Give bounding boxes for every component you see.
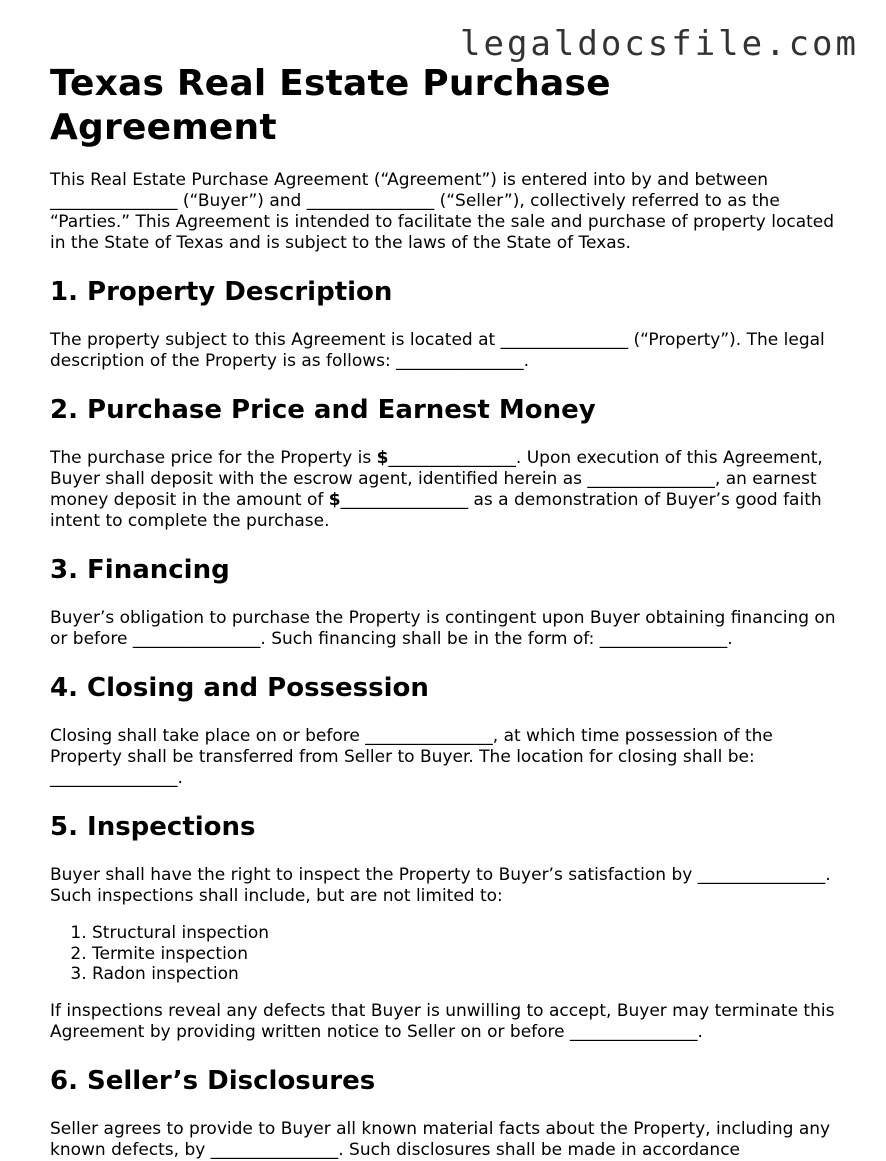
dollar-sign: $	[376, 448, 389, 468]
section-closing-possession	[50, 672, 840, 789]
section-heading: 6. Seller’s Disclosures	[50, 1065, 376, 1096]
section-property-description	[50, 276, 840, 372]
section-text: Closing shall take place on or before _______________, at which time possession of the Property shall be transferred from Seller to Buyer. The location for closing shall be: _______________.	[50, 726, 773, 788]
section-purchase-price	[50, 394, 840, 532]
list-item: 3. Radon inspection	[92, 964, 840, 985]
section-text: If inspections reveal any defects that Buyer is unwilling to accept, Buyer may terminate this Agreement by providing written notice to Seller on or before _______________.	[50, 1000, 835, 1042]
section-seller-disclosures	[50, 1065, 840, 1161]
section-heading: 5. Inspections	[50, 812, 256, 842]
inspection-list	[50, 923, 840, 985]
document-page	[50, 62, 840, 1161]
list-item: 1. Structural inspection	[92, 923, 840, 944]
dollar-sign: $	[328, 490, 341, 510]
section-heading: 4. Closing and Possession	[50, 673, 429, 703]
list-item: 2. Termite inspection	[92, 944, 840, 965]
section-text: Buyer shall have the right to inspect the Property to Buyer’s satisfaction by _______________. Such inspections shall include, but are not limited to:	[50, 865, 831, 906]
text-part: The purchase price for the Property is	[50, 448, 377, 468]
section-text: Seller agrees to provide to Buyer all known material facts about the Property, including any known defects, by _______________. Such disclosures shall be made in accordance	[50, 1118, 831, 1160]
document-title: Texas Real Estate Purchase Agreement	[50, 63, 611, 148]
section-heading: 2. Purchase Price and Earnest Money	[50, 395, 596, 425]
section-text: Buyer’s obligation to purchase the Property is contingent upon Buyer obtaining financing on or before _______________. Such financing shall be in the form of: _______________.	[50, 608, 836, 649]
section-text: The property subject to this Agreement is located at _______________ (“Property”). The legal description of the Property is as follows: _______________.	[50, 330, 825, 371]
section-inspections	[50, 811, 840, 1043]
section-heading: 1. Property Description	[50, 277, 393, 307]
watermark: legaldocsfile.com	[460, 24, 859, 64]
section-heading: 3. Financing	[50, 555, 230, 585]
section-financing	[50, 554, 840, 650]
text-part: _______________ as a demonstration of Buyer’s good faith intent to complete the purchase.	[50, 490, 822, 531]
section-text	[50, 448, 840, 532]
intro-paragraph: This Real Estate Purchase Agreement (“Agreement”) is entered into by and between _______________ (“Buyer”) and _______________ (“Seller”), collectively referred to as the “Parties.” This Agreement is intended to facilitate the sale and purchase of property located in the State of Texas and is subject to the laws of the State of Texas.	[50, 170, 835, 253]
text-part: _______________. Upon execution of this Agreement, Buyer shall deposit with the escrow agent, identified herein as _______________, an earnest money deposit in the amount of	[50, 448, 823, 510]
